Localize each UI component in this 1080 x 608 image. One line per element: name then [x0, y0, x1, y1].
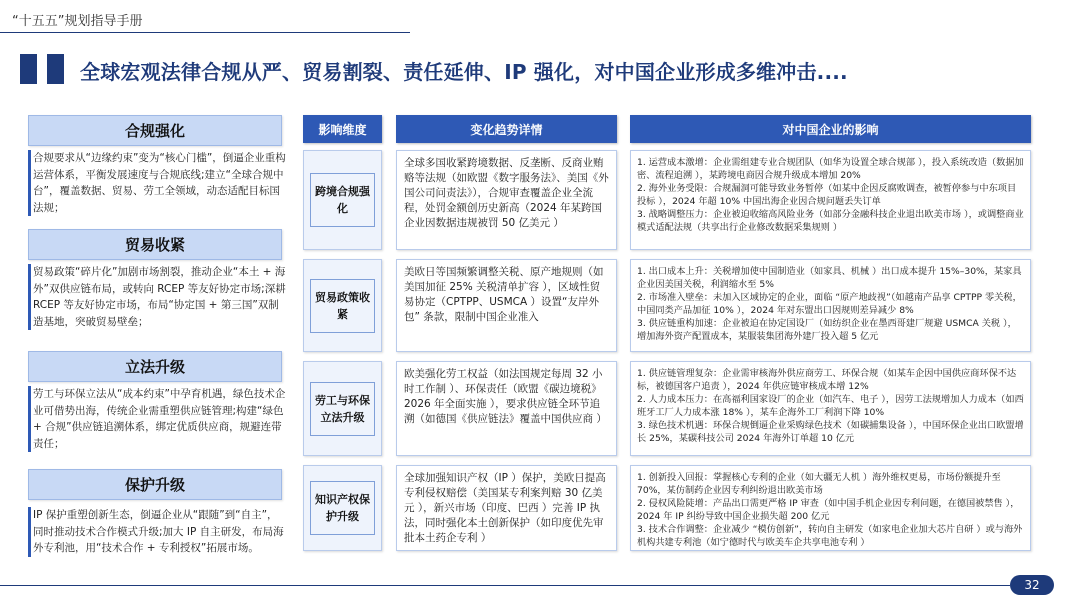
column-header-dimension: 影响维度 — [303, 115, 382, 143]
dimension-label: 贸易政策收紧 — [310, 279, 375, 333]
impact-item: 1. 出口成本上升：关税增加使中国制造业（如家具、机械 ）出口成本提升 15%–30%，某家具企业因美国关税，利润缩水至 5% — [637, 266, 1022, 290]
trend-cell: 全球加强知识产权（IP ）保护，美欧日提高专利侵权赔偿（美国某专利案判赔 30 亿美元 ），新兴市场（印度、巴西 ）完善 IP 执法，同时强化本土创新保护（如印度优先审批本土药企专利 ） — [396, 465, 617, 551]
impact-item: 2. 人力成本压力：在高福利国家设厂的企业（如汽车、电子 ），因劳工法规增加人力成本（如西班牙工厂人力成本涨 18% ），某车企海外工厂利润下降 10% — [637, 394, 1024, 418]
card-accent — [28, 386, 31, 452]
card-body-compliance — [33, 150, 287, 216]
impact-item: 3. 技术合作调整：企业减少 “模仿创新”，转向自主研发（如家电企业加大芯片自研 ）或与海外机构共建专利池（如宁德时代与欧美车企共享电池专利 ） — [637, 524, 1023, 548]
card-title-trade: 贸易收紧 — [28, 229, 282, 260]
card-body-protection — [33, 507, 287, 557]
dimension-cell — [303, 465, 382, 551]
card-body-legislation — [33, 386, 287, 452]
card-title-compliance: 合规强化 — [28, 115, 282, 146]
trend-cell: 全球多国收紧跨境数据、反垄断、反商业贿赂等法规（如欧盟《数字服务法》、美国《外国公司问责法》），合规审查覆盖企业全流程，处罚金额创历史新高（2024 年某跨国企业因数据违规被罚 50 亿美元 ） — [396, 150, 617, 250]
card-text: IP 保护重塑创新生态，倒逼企业从“跟随”到“自主”，同时推动技术合作模式升级;加大 IP 自主研发，布局海外专利池，用“技术合作 + 专利授权”拓展市场。 — [33, 509, 284, 554]
impact-item: 1. 创新投入回报：掌握核心专利的企业（如大疆无人机 ）海外维权更易，市场份额提升至 70%，某仿制药企业因专利纠纷退出欧美市场 — [637, 472, 1001, 496]
dimension-cell — [303, 150, 382, 250]
impact-item: 1. 供应链管理复杂：企业需审核海外供应商劳工、环保合规（如某车企因中国供应商环保不达标，被德国客户追责 ），2024 年供应链审核成本增 12% — [637, 368, 1017, 392]
impact-item: 2. 市场准入壁垒：未加入区域协定的企业，面临 “原产地歧视”（如越南产品享 CPTPP 零关税，中国同类产品加征 10% ），2024 年对东盟出口因规则差异减少 8% — [637, 292, 1022, 316]
impact-cell — [630, 150, 1031, 250]
card-text: 贸易政策“碎片化”加剧市场割裂，推动企业“本土 + 海外”双供应链布局，或转向 RCEP 等友好协定市场;深耕 RCEP 等友好协定市场，布局“协定国 + 第三国”双制造基地，突破贸易壁垒； — [33, 266, 286, 328]
card-title-protection: 保护升级 — [28, 469, 282, 500]
headline-text: 全球宏观法律合规从严、贸易割裂、责任延伸、IP 强化，对中国企业形成多维冲击.... — [80, 60, 848, 84]
dimension-label: 知识产权保护升级 — [310, 481, 375, 535]
impact-cell — [630, 361, 1031, 456]
dimension-cell — [303, 259, 382, 352]
trend-cell: 美欧日等国频繁调整关税、原产地规则（如美国加征 25% 关税清单扩容 ），区域性贸易协定（CPTPP、USMCA ）设置“友岸外包” 条款，限制中国企业准入 — [396, 259, 617, 352]
document-title: “十五五”规划指导手册 — [12, 14, 143, 29]
trend-cell: 欧美强化劳工权益（如法国规定每周 32 小时工作制 ）、环保责任（欧盟《碳边境税》2026 年全面实施 ），要求供应链全环节追溯（如德国《供应链法》覆盖中国供应商 ） — [396, 361, 617, 456]
impact-item: 3. 战略调整压力：企业被迫收缩高风险业务（如部分金融科技企业退出欧美市场 ），或调整商业模式适配法规（共享出行企业修改数据采集规则 ） — [637, 209, 1024, 233]
column-header-impact: 对中国企业的影响 — [630, 115, 1031, 143]
dimension-label: 跨境合规强化 — [310, 173, 375, 227]
card-title-legislation: 立法升级 — [28, 351, 282, 382]
card-accent — [28, 507, 31, 557]
card-text: 合规要求从“边缘约束”变为“核心门槛”，倒逼企业重构运营体系，平衡发展速度与合规底线;建立“全球合规中台”，覆盖数据、贸易、劳工全领域，动态适配目标国法规； — [33, 152, 286, 214]
column-header-trend: 变化趋势详情 — [396, 115, 617, 143]
dimension-cell — [303, 361, 382, 456]
impact-cell — [630, 259, 1031, 352]
document-header — [0, 0, 1080, 34]
card-accent — [28, 264, 31, 330]
impact-item: 1. 运营成本激增：企业需组建专业合规团队（如华为设置全球合规部 ），投入系统改造（数据加密、流程追溯 ），某跨境电商因合规升级成本增加 20% — [637, 157, 1024, 181]
page-number: 32 — [1010, 575, 1054, 595]
impact-item: 3. 供应链重构加速：企业被迫在协定国设厂（如纺织企业在墨西哥建厂规避 USMCA 关税 ），增加海外资产配置成本，某服装集团海外建厂投入超 5 亿元 — [637, 318, 1017, 342]
headline-marker — [47, 54, 64, 84]
impact-cell — [630, 465, 1031, 551]
headline-marker — [20, 54, 37, 84]
impact-item: 2. 海外业务受限：合规漏洞可能导致业务暂停（如某中企因反腐败调查，被暂停参与中东项目投标 ），2024 年超 10% 中国出海企业因合规问题丢失订单 — [637, 183, 1017, 207]
impact-item: 2. 侵权风险陡增：产品出口需更严格 IP 审查（如中国手机企业因专利问题，在德国被禁售 ），2024 年 IP 纠纷导致中国企业损失超 200 亿元 — [637, 498, 1020, 522]
card-text: 劳工与环保立法从“成本约束”中孕育机遇，绿色技术企业可借势出海，传统企业需重塑供应链管理;构建“绿色 + 合规”供应链追溯体系，绑定优质供应商，规避连带责任； — [33, 388, 286, 450]
dimension-label: 劳工与环保立法升级 — [310, 382, 375, 436]
header-divider — [0, 32, 410, 33]
card-body-trade — [33, 264, 287, 330]
card-accent — [28, 150, 31, 216]
footer-divider — [0, 585, 1010, 586]
slide-headline — [20, 52, 1065, 88]
impact-item: 3. 绿色技术机遇：环保合规倒逼企业采购绿色技术（如碳捕集设备 ），中国环保企业出口欧盟增长 25%，某碳科技公司 2024 年海外订单超 10 亿元 — [637, 420, 1024, 444]
